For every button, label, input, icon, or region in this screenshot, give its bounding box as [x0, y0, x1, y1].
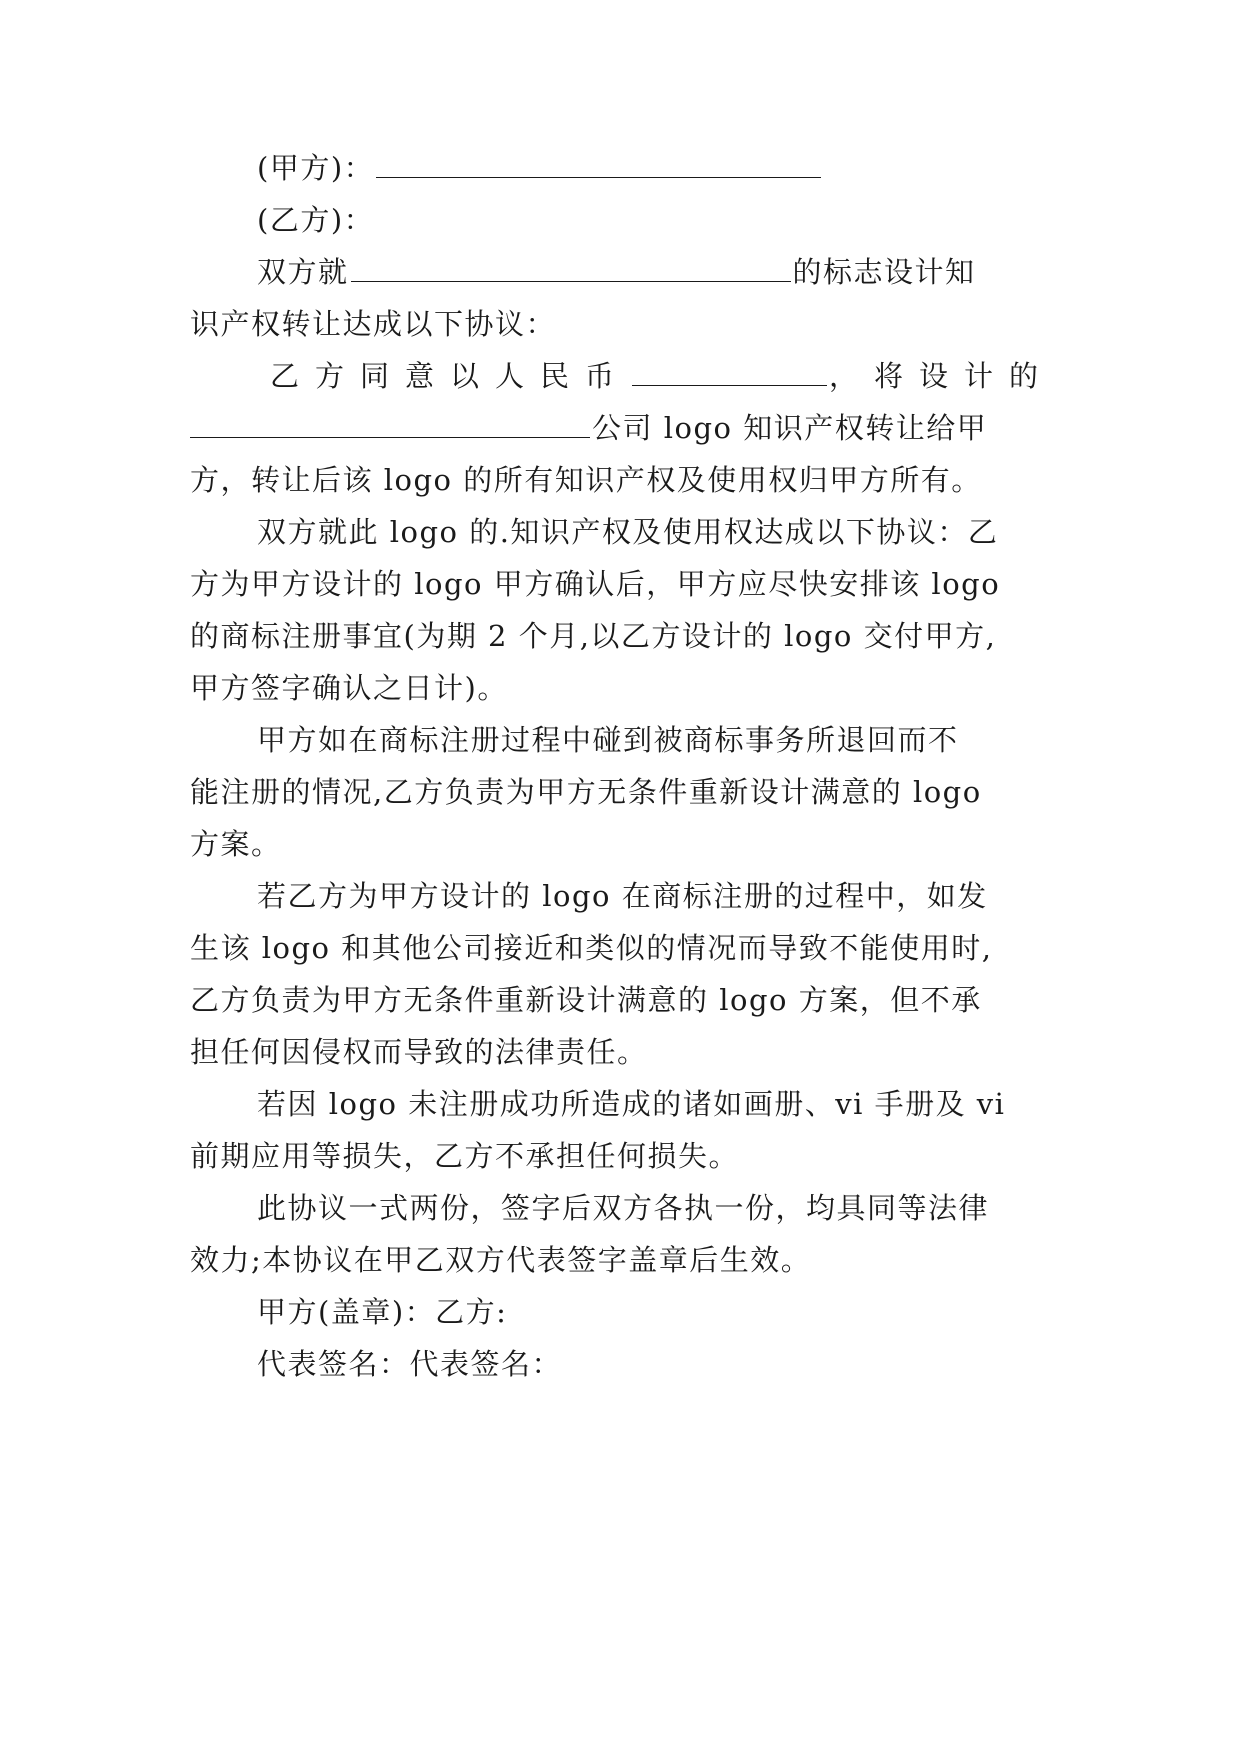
paragraph-4-line-1: 甲方如在商标注册过程中碰到被商标事务所退回而不	[257, 723, 959, 757]
paragraph-2-line-2	[190, 408, 1050, 448]
paragraph-4-line-2: 能注册的情况,乙方负责为甲方无条件重新设计满意的 logo	[190, 775, 982, 809]
paragraph-3-line-4: 甲方签字确认之日计)。	[190, 671, 508, 705]
p2-line2-end: 公司 logo 知识产权转让给甲	[592, 411, 988, 445]
paragraph-3-line-3: 的商标注册事宜(为期 2 个月,以乙方设计的 logo 交付甲方,	[190, 619, 997, 653]
paragraph-3-line-1: 双方就此 logo 的.知识产权及使用权达成以下协议：乙	[257, 515, 999, 549]
signature-line: 代表签名：代表签名：	[257, 1347, 563, 1381]
paragraph-2-line-1	[270, 356, 1070, 396]
company-name-blank	[190, 410, 590, 438]
paragraph-7-line-1: 此协议一式两份，签字后双方各执一份，均具同等法律	[257, 1191, 990, 1225]
paragraph-6-line-2: 前期应用等损失，乙方不承担任何损失。	[190, 1139, 740, 1173]
paragraph-5-line-3: 乙方负责为甲方无条件重新设计满意的 logo 方案，但不承	[190, 983, 982, 1017]
party-a-blank	[376, 150, 821, 178]
p2-line1-end: ，将设计的	[829, 359, 1055, 393]
p2-line1-text: 乙方同意以人民币	[270, 359, 631, 393]
paragraph-7-line-2: 效力;本协议在甲乙双方代表签字盖章后生效。	[190, 1243, 812, 1277]
paragraph-5-line-1: 若乙方为甲方设计的 logo 在商标注册的过程中，如发	[257, 879, 988, 913]
design-subject-blank	[351, 254, 791, 282]
paragraph-4-line-3: 方案。	[190, 827, 282, 861]
party-b-label: (乙方)：	[257, 203, 375, 237]
party-b-line	[257, 200, 1057, 240]
party-a-label: (甲方)：	[257, 151, 375, 185]
paragraph-1-line-1	[257, 252, 1057, 292]
paragraph-5-line-2: 生该 logo 和其他公司接近和类似的情况而导致不能使用时,	[190, 931, 993, 965]
party-a-line	[257, 148, 1057, 188]
paragraph-2-line-3: 方，转让后该 logo 的所有知识产权及使用权归甲方所有。	[190, 463, 982, 497]
paragraph-6-line-1: 若因 logo 未注册成功所造成的诸如画册、vi 手册及 vi	[257, 1087, 1006, 1121]
amount-blank	[632, 358, 827, 386]
seal-line: 甲方(盖章)：乙方:	[257, 1295, 508, 1329]
paragraph-1-line-2: 识产权转让达成以下协议：	[190, 307, 557, 341]
paragraph-5-line-4: 担任何因侵权而导致的法律责任。	[190, 1035, 648, 1069]
paragraph-3-line-2: 方为甲方设计的 logo 甲方确认后，甲方应尽快安排该 logo	[190, 567, 1001, 601]
p1-end: 的标志设计知	[792, 255, 976, 289]
p1-start: 双方就	[257, 255, 349, 289]
